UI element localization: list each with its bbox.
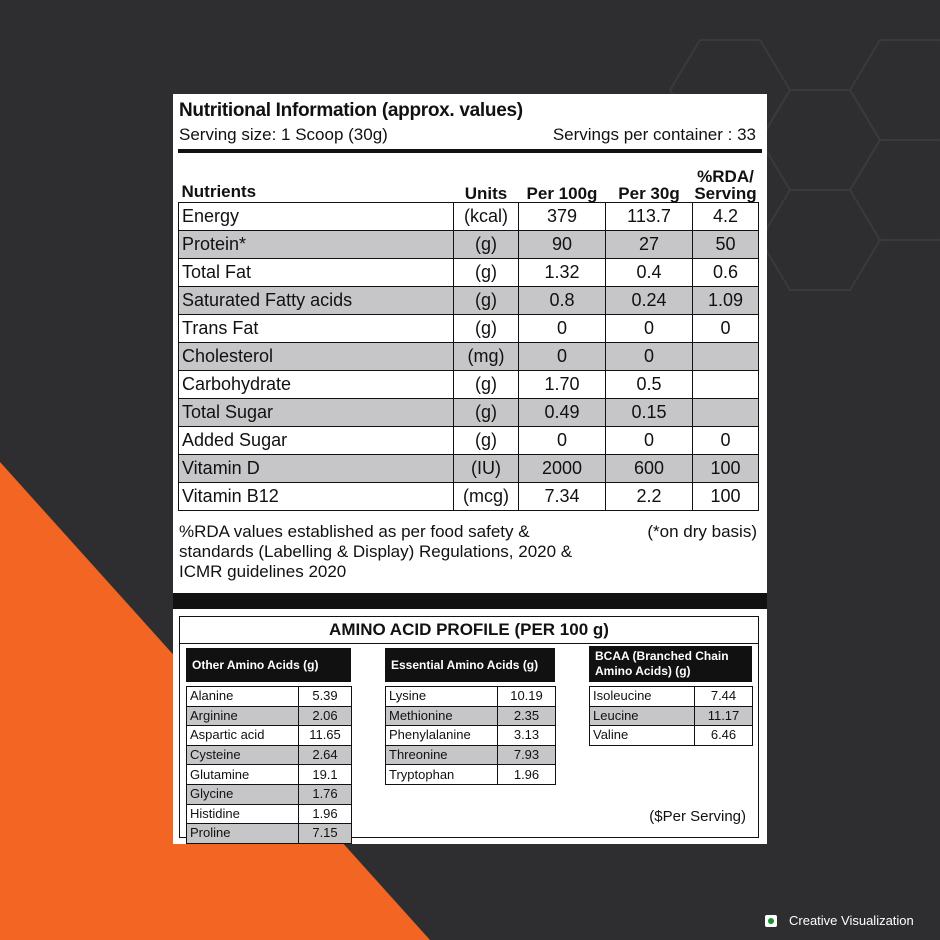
table-row — [179, 399, 759, 427]
column-header: Units — [464, 184, 508, 203]
table-row — [179, 315, 759, 343]
amino-name: Valine — [590, 726, 695, 746]
caption — [765, 913, 914, 928]
nutrient-value: 0 — [606, 315, 693, 343]
amino-name: Methionine — [386, 706, 498, 726]
nutrient-value: 0.24 — [606, 287, 693, 315]
amino-name: Aspartic acid — [187, 726, 299, 746]
bcaa-heading: BCAA (Branched Chain Amino Acids) (g) — [589, 646, 752, 682]
nutrient-name: Total Fat — [179, 259, 454, 287]
essential-amino-heading: Essential Amino Acids (g) — [385, 648, 555, 682]
amino-value: 2.35 — [498, 706, 556, 726]
nutrient-value: (g) — [454, 315, 519, 343]
other-amino-table — [186, 686, 352, 844]
nutrient-value: 0.15 — [606, 399, 693, 427]
nutrient-name: Vitamin D — [179, 455, 454, 483]
nutrient-value: 379 — [519, 203, 606, 231]
label-title: Nutritional Information (approx. values) — [179, 100, 523, 121]
nutrient-value: 4.2 — [693, 203, 759, 231]
table-row — [386, 726, 556, 746]
nutrient-name: Vitamin B12 — [179, 483, 454, 511]
nutrient-value: (g) — [454, 231, 519, 259]
nutrient-value: 0 — [606, 427, 693, 455]
column-header: %RDA/ Serving — [694, 167, 757, 203]
amino-value: 7.93 — [498, 745, 556, 765]
table-row — [179, 343, 759, 371]
nutrient-name: Added Sugar — [179, 427, 454, 455]
nutrient-value: 1.70 — [519, 371, 606, 399]
nutrient-value: 2.2 — [606, 483, 693, 511]
table-row — [179, 231, 759, 259]
amino-title: AMINO ACID PROFILE (PER 100 g) — [180, 617, 758, 644]
table-row — [179, 455, 759, 483]
amino-name: Proline — [187, 824, 299, 844]
table-row — [187, 726, 352, 746]
amino-name: Leucine — [590, 706, 695, 726]
amino-value: 1.96 — [299, 804, 352, 824]
rda-note: %RDA values established as per food safety & standards (Labelling & Display) Regulations, 2020 & ICMR guidelines 2020 — [179, 522, 573, 581]
servings-per-container: Servings per container : 33 — [552, 125, 756, 144]
amino-name: Phenylalanine — [386, 726, 498, 746]
table-row — [386, 765, 556, 785]
nutrient-name: Cholesterol — [179, 343, 454, 371]
other-amino-heading: Other Amino Acids (g) — [186, 648, 351, 682]
nutrient-value: 7.34 — [519, 483, 606, 511]
divider-band — [173, 593, 767, 609]
table-row — [179, 371, 759, 399]
column-header: Per 100g — [526, 184, 598, 203]
table-row — [386, 706, 556, 726]
nutrient-value — [693, 399, 759, 427]
amino-value: 5.39 — [299, 687, 352, 707]
nutrient-value: (g) — [454, 371, 519, 399]
nutrition-label — [173, 94, 767, 844]
amino-name: Glycine — [187, 784, 299, 804]
table-row — [386, 687, 556, 707]
amino-name: Isoleucine — [590, 687, 695, 707]
table-row — [590, 706, 753, 726]
amino-value: 6.46 — [695, 726, 753, 746]
table-row — [386, 745, 556, 765]
amino-name: Glutamine — [187, 765, 299, 785]
amino-acid-profile — [179, 616, 759, 841]
table-row — [187, 784, 352, 804]
nutrient-value: 0.8 — [519, 287, 606, 315]
table-row — [187, 745, 352, 765]
nutrient-value: (g) — [454, 427, 519, 455]
nutrient-value: 0.6 — [693, 259, 759, 287]
nutrient-value: (mcg) — [454, 483, 519, 511]
nutrient-value: (g) — [454, 399, 519, 427]
nutrient-value — [693, 371, 759, 399]
table-row — [187, 687, 352, 707]
nutrient-value: (kcal) — [454, 203, 519, 231]
table-row — [590, 726, 753, 746]
amino-value: 7.44 — [695, 687, 753, 707]
nutrient-value: 100 — [693, 483, 759, 511]
column-header: Nutrients — [181, 182, 257, 201]
nutrient-name: Carbohydrate — [179, 371, 454, 399]
nutrient-value: 113.7 — [606, 203, 693, 231]
serving-size: Serving size: 1 Scoop (30g) — [179, 125, 388, 144]
amino-value: 10.19 — [498, 687, 556, 707]
nutrient-name: Saturated Fatty acids — [179, 287, 454, 315]
table-row — [179, 203, 759, 231]
bcaa-table — [589, 686, 753, 746]
nutrient-value: (g) — [454, 259, 519, 287]
amino-name: Arginine — [187, 706, 299, 726]
nutrient-value: 0 — [693, 315, 759, 343]
nutrient-value: 0 — [519, 343, 606, 371]
nutrient-value: 50 — [693, 231, 759, 259]
nutrient-value: 90 — [519, 231, 606, 259]
nutrient-value: (mg) — [454, 343, 519, 371]
amino-value: 1.96 — [498, 765, 556, 785]
amino-name: Lysine — [386, 687, 498, 707]
nutrient-value: 100 — [693, 455, 759, 483]
nutrient-value: 2000 — [519, 455, 606, 483]
amino-name: Alanine — [187, 687, 299, 707]
amino-value: 11.65 — [299, 726, 352, 746]
nutrient-value: 1.09 — [693, 287, 759, 315]
amino-value: 11.17 — [695, 706, 753, 726]
amino-name: Tryptophan — [386, 765, 498, 785]
table-row — [179, 287, 759, 315]
nutrient-name: Trans Fat — [179, 315, 454, 343]
caption-text: Creative Visualization — [789, 913, 914, 928]
table-row — [590, 687, 753, 707]
amino-value: 2.64 — [299, 745, 352, 765]
amino-value: 19.1 — [299, 765, 352, 785]
column-header: Per 30g — [618, 184, 680, 203]
nutrient-value: 0.4 — [606, 259, 693, 287]
amino-value: 2.06 — [299, 706, 352, 726]
amino-name: Histidine — [187, 804, 299, 824]
per-serving-note: ($Per Serving) — [649, 808, 746, 825]
nutrient-value: 0.49 — [519, 399, 606, 427]
nutrient-value: 0 — [693, 427, 759, 455]
table-row — [179, 259, 759, 287]
header-rule — [178, 149, 762, 153]
nutrient-value: (g) — [454, 287, 519, 315]
amino-value: 1.76 — [299, 784, 352, 804]
essential-amino-table — [385, 686, 556, 785]
nutrient-value: 600 — [606, 455, 693, 483]
nutrient-value: 0 — [519, 427, 606, 455]
amino-value: 3.13 — [498, 726, 556, 746]
nutrient-value: 0.5 — [606, 371, 693, 399]
dry-basis-note: (*on dry basis) — [647, 522, 757, 541]
amino-name: Cysteine — [187, 745, 299, 765]
nutrient-value: (IU) — [454, 455, 519, 483]
table-row — [187, 765, 352, 785]
table-row — [179, 483, 759, 511]
nutrient-value: 1.32 — [519, 259, 606, 287]
nutrient-value: 27 — [606, 231, 693, 259]
nutrient-value: 0 — [606, 343, 693, 371]
nutrition-table — [178, 158, 759, 511]
nutrient-value: 0 — [519, 315, 606, 343]
nutrient-value — [693, 343, 759, 371]
amino-value: 7.15 — [299, 824, 352, 844]
veg-mark-icon — [765, 915, 777, 927]
nutrient-name: Total Sugar — [179, 399, 454, 427]
table-row — [187, 824, 352, 844]
amino-name: Threonine — [386, 745, 498, 765]
nutrient-name: Protein* — [179, 231, 454, 259]
table-row — [179, 427, 759, 455]
table-row — [187, 804, 352, 824]
table-row — [187, 706, 352, 726]
nutrient-name: Energy — [179, 203, 454, 231]
